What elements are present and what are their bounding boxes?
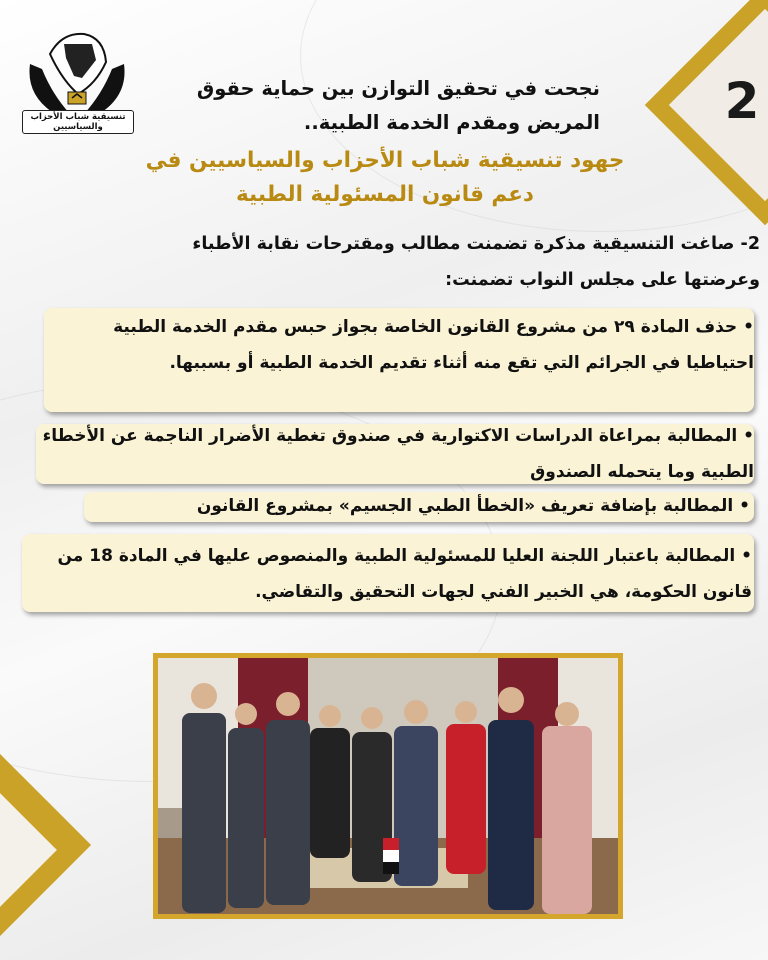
headline-primary: نجحت في تحقيق التوازن بين حماية حقوق المريض ومقدم الخدمة الطبية.. <box>196 77 600 134</box>
logo-caption: تنسيقية شباب الأحزاب والسياسيين <box>22 110 134 134</box>
slide-number: 2 <box>724 72 760 130</box>
intro-line-2: وعرضتها على مجلس النواب تضمنت: <box>445 270 760 290</box>
bullet-item: • المطالبة بإضافة تعريف «الخطأ الطبي الجسيم» بمشروع القانون <box>84 488 750 524</box>
group-meeting-photo <box>158 658 618 914</box>
bullet-item: • المطالبة بمراعاة الدراسات الاكتوارية في صندوق تغطية الأضرار الناجمة عن الأخطاء الطبية وما يتحمله الصندوق <box>26 418 754 490</box>
bullet-item: • حذف المادة ٢٩ من مشروع القانون الخاصة بجواز حبس مقدم الخدمة الطبية احتياطيا في الجرائم التي تقع منه أثناء تقديم الخدمة الطبية أو بسببها. <box>40 309 754 381</box>
intro-text <box>40 226 760 298</box>
bullet-item: • المطالبة باعتبار اللجنة العليا للمسئولية الطبية والمنصوص عليها في المادة 18 من قانون الحكومة، هي الخبير الفني لجهات التحقيق والتقاضي. <box>22 538 752 610</box>
intro-line-1: 2- صاغت التنسيقية مذكرة تضمنت مطالب ومقترحات نقابة الأطباء <box>192 234 760 254</box>
headline-secondary: جهود تنسيقية شباب الأحزاب والسياسيين في دعم قانون المسئولية الطبية <box>145 148 625 207</box>
